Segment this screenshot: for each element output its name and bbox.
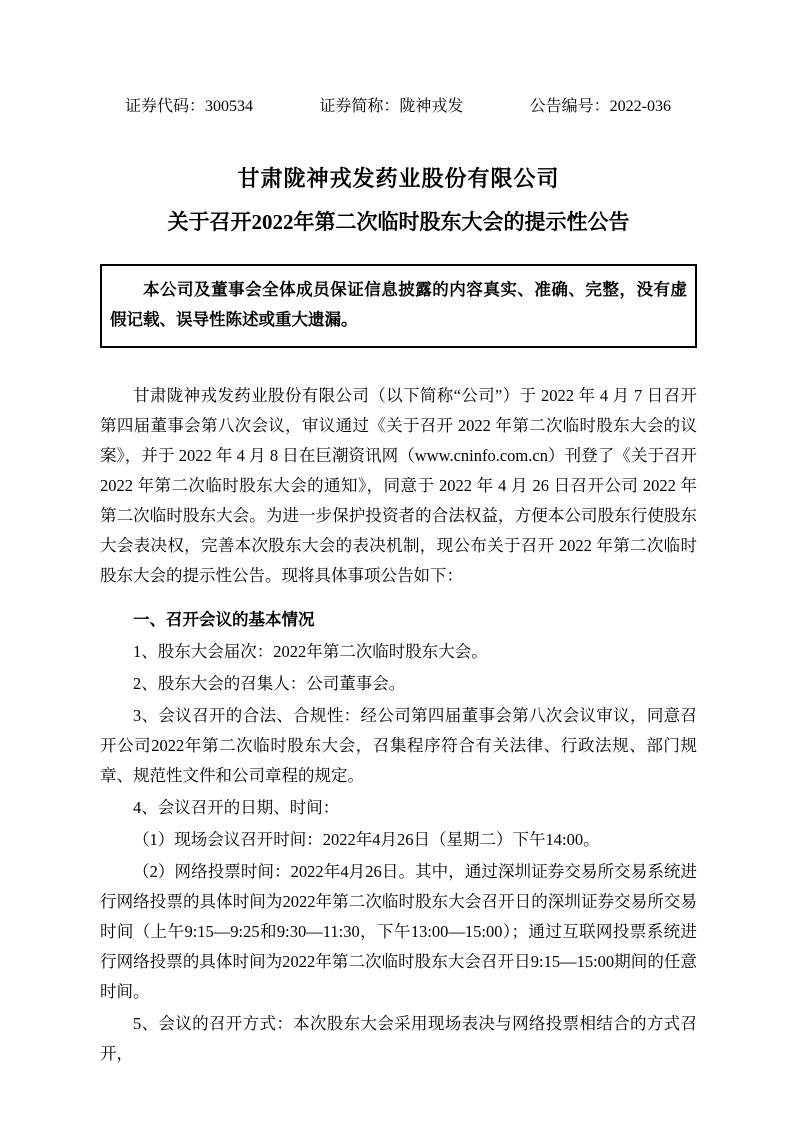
announcement-number: 公告编号：2022-036 — [529, 98, 671, 115]
doc-body — [100, 381, 697, 1069]
body-paragraph-6: （2）网络投票时间：2022年4月26日。其中，通过深圳证券交易所交易系统进行网络投票的具体时间为2022年第二次临时股东大会召开日的深圳证券交易所交易时间（上午9:15—9:25和9:30—11:30，下午13:00—15:00）；通过互联网投票系统进行网络投票的具体时间为2022年第二次临时股东大会召开日9:15—15:00期间的任意时间。 — [100, 862, 697, 1001]
stock-code: 证券代码：300534 — [125, 98, 254, 115]
doc-header — [100, 97, 697, 117]
body-paragraph-1: 1、股东大会届次：2022年第二次临时股东大会。 — [133, 642, 488, 661]
intro-paragraph: 甘肃陇神戎发药业股份有限公司（以下简称“公司”）于 2022 年 4 月 7 日召开第四届董事会第八次会议，审议通过《关于召开 2022 年第二次临时股东大会的议案》，并于 2022 年 4 月 8 日在巨潮资讯网（www.cninfo.com.cn）刊登了《关于召开 2022 年第二次临时股东大会的通知》，同意于 2022 年 4 月 26 日召开公司 2022 年第二次临时股东大会。为进一步保护投资者的合法权益，方便本公司股东行使股东大会表决权，完善本次股东大会的表决机制，现公布关于召开 2022 年第二次临时股东大会的提示性公告。现将具体事项公告如下： — [100, 386, 697, 585]
body-paragraph-2: 2、股东大会的召集人：公司董事会。 — [133, 674, 406, 693]
section-heading: 一、召开会议的基本情况 — [133, 610, 315, 629]
disclaimer-box — [100, 264, 697, 348]
body-paragraph-3: 3、会议召开的合法、合规性：经公司第四届董事会第八次会议审议，同意召开公司2022年第二次临时股东大会，召集程序符合有关法律、行政法规、部门规章、规范性文件和公司章程的规定。 — [100, 706, 697, 785]
body-paragraph-4: 4、会议召开的日期、时间： — [133, 798, 340, 817]
company-title: 甘肃陇神戎发药业股份有限公司 — [237, 166, 560, 191]
disclaimer-text: 本公司及董事会全体成员保证信息披露的内容真实、准确、完整，没有虚假记载、误导性陈述或重大遗漏。 — [110, 280, 687, 329]
announcement-title: 关于召开2022年第二次临时股东大会的提示性公告 — [167, 210, 630, 234]
body-paragraph-5: （1）现场会议召开时间：2022年4月26日（星期二）下午14:00。 — [133, 830, 600, 849]
stock-name: 证券简称：陇神戎发 — [319, 98, 464, 115]
body-paragraph-7: 5、会议的召开方式：本次股东大会采用现场表决与网络投票相结合的方式召开， — [100, 1014, 697, 1063]
